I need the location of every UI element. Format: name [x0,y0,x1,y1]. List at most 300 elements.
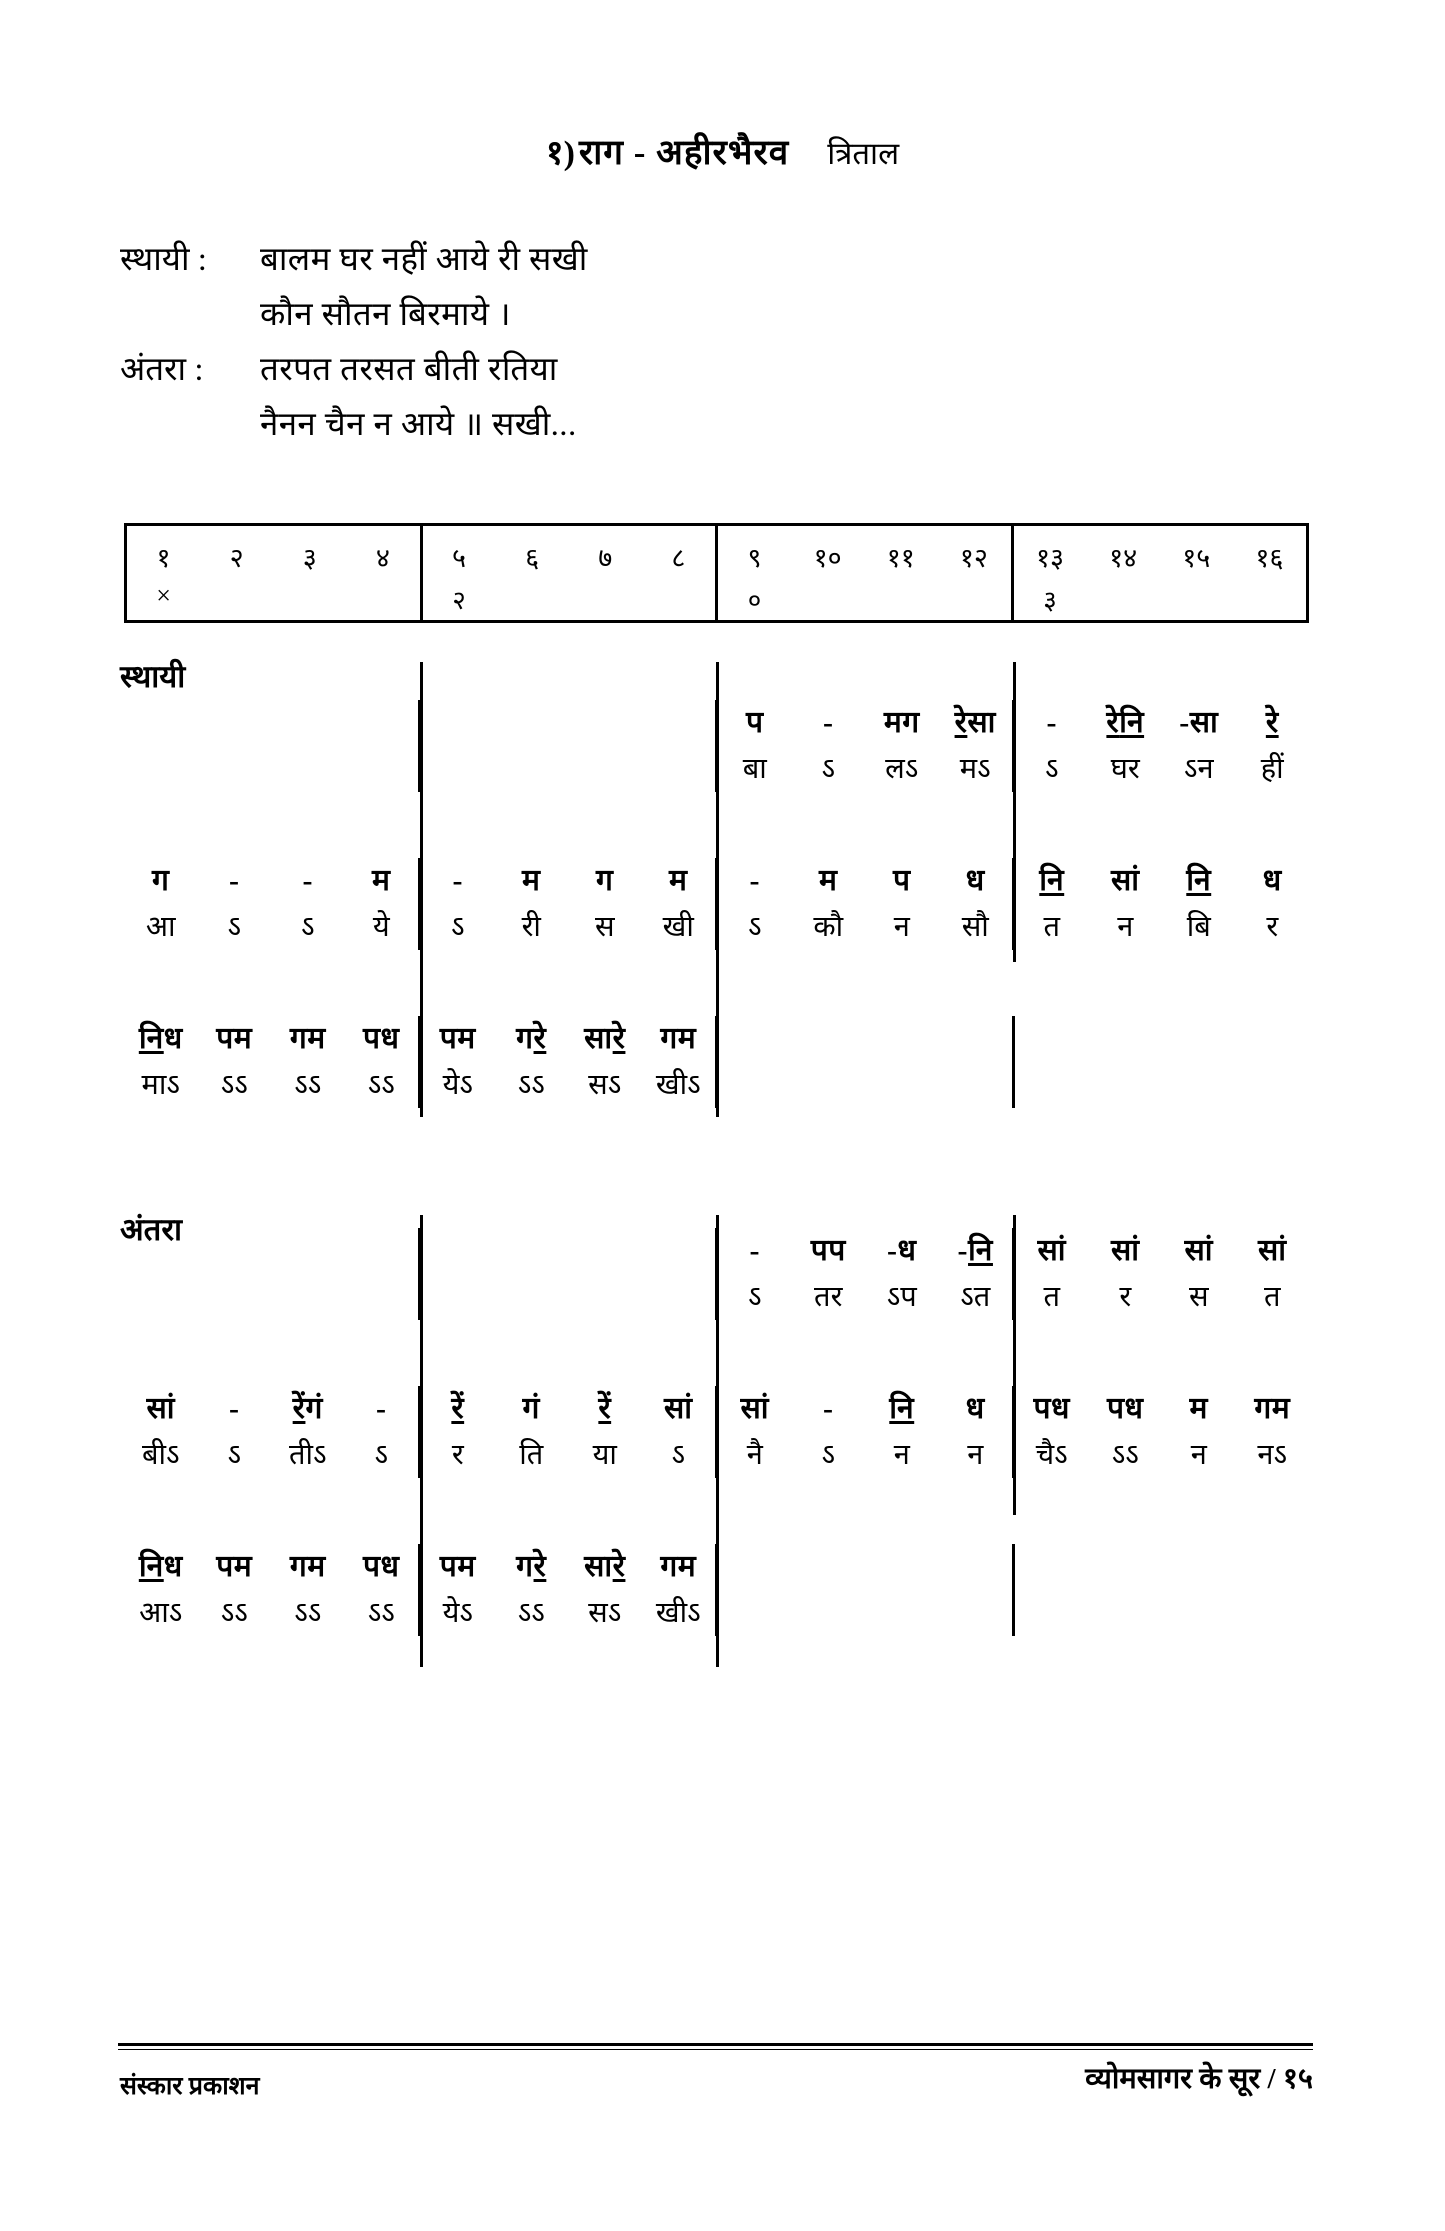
notation-cell [939,858,1013,950]
notation-cell [124,1016,198,1108]
sahitya: न [893,911,910,943]
sahitya [495,746,569,792]
notation-cell [1236,1386,1310,1478]
matra-group [420,526,716,620]
sahitya: घर [1110,753,1140,785]
komal-marker: रे [533,1022,547,1055]
sahitya [421,1274,495,1320]
notation-group [715,1016,1012,1108]
notation-group [418,1016,715,1108]
sahitya: या [592,1439,617,1471]
swara: - [376,1392,387,1425]
footer-divider [118,2043,1313,2046]
swara: पप [810,1234,846,1267]
swara: म [669,864,688,897]
matra-number: ७ [598,543,613,573]
section-divider [716,1215,719,1667]
swara: - [302,864,313,897]
swara: - [749,1234,760,1267]
notation-cell [271,1228,345,1320]
swara: गम [660,1022,697,1055]
swara [271,700,345,746]
notation-cell [642,700,716,792]
swara: सारे [584,1022,626,1055]
matra-cell [642,526,715,620]
sahitya: नै [746,1439,763,1471]
sahitya: लऽ [885,753,919,785]
sahitya: र [451,1439,464,1471]
swara [1236,1544,1310,1590]
swara: मग [883,706,920,739]
swara [1015,1016,1089,1062]
notation-cell [124,858,198,950]
title-tala: त्रिताल [827,136,900,171]
swara: रेंगं [292,1392,323,1425]
matra-number: ८ [671,543,686,573]
notation-group [124,1228,418,1320]
notation-group [124,1544,418,1636]
swara: निध [138,1550,183,1583]
swara [865,1016,939,1062]
notation-group [124,858,418,950]
komal-marker: नि [1119,706,1145,739]
komal-marker: रे [612,1550,626,1583]
notation-group [1012,1544,1309,1636]
matra-number: २ [229,543,244,573]
sahitya: ऽ [671,1439,686,1471]
swara: म [819,864,838,897]
swara: -ध [887,1234,917,1267]
notation-cell [345,1544,419,1636]
notation-cell [939,1544,1013,1636]
notation-group [715,700,1012,792]
sahitya: हीं [1260,753,1284,785]
komal-marker: रे [533,1550,547,1583]
swara [1089,1544,1163,1590]
swara [495,1228,569,1274]
swara [1089,1016,1163,1062]
notation-group [715,1228,1012,1320]
sahitya: ऽ [450,911,465,943]
notation-group [124,1386,418,1478]
matra-cell [569,526,642,620]
sahitya: बा [742,753,767,785]
sahitya: ऽ [374,1439,389,1471]
notation-cell [1236,700,1310,792]
notation-cell [495,1544,569,1636]
sahitya: ये [372,911,390,943]
notation-cell [271,1386,345,1478]
sahitya: र [1266,911,1279,943]
sahitya: त [1263,1281,1281,1313]
swara: - [229,864,240,897]
notation-group [418,1228,715,1320]
swara [1089,700,1163,746]
notation-cell [568,858,642,950]
sahitya: न [1190,1439,1207,1471]
sahitya: स [594,911,615,943]
swara: पध [363,1022,400,1055]
sahitya [792,1590,866,1636]
sahitya [345,1274,419,1320]
komal-marker: रे [1265,706,1279,739]
sahitya: खी [662,911,694,943]
swara: सां [146,1392,176,1425]
notation-cell [568,1228,642,1320]
swara: गरे [516,1022,547,1055]
swara: सां [1110,864,1140,897]
komal-marker: नि [138,1550,164,1583]
notation-cell [1015,1544,1089,1636]
matra-number: ४ [375,543,390,573]
notation-group [715,1386,1012,1478]
notation-cell [642,1386,716,1478]
komal-marker: नि [889,1392,915,1425]
sahitya: कौ [813,911,844,943]
sahitya [1089,1590,1163,1636]
swara [718,1544,792,1590]
swara [1015,1544,1089,1590]
komal-marker: रें [292,1392,306,1425]
swara [198,700,272,746]
notation-cell [271,1016,345,1108]
swara: सां [1184,1234,1214,1267]
sahitya [1162,1590,1236,1636]
swara [939,1016,1013,1062]
notation-cell [1162,1228,1236,1320]
matra-group [127,526,420,620]
sahitya [124,746,198,792]
swara: पध [1033,1392,1070,1425]
notation-group [124,1016,418,1108]
sahitya: र [1119,1281,1132,1313]
notation-group [418,700,715,792]
matra-cell [200,526,273,620]
footer-divider-thin [118,2049,1313,2050]
notation-cell [1015,858,1089,950]
swara: -नि [957,1234,993,1267]
komal-marker: नि [1039,864,1065,897]
notation-cell [198,1386,272,1478]
sahitya [568,746,642,792]
notation-cell [1089,1228,1163,1320]
sahitya: ऽऽ [220,1069,248,1101]
sahitya: ऽ [821,753,836,785]
sahitya: त [1043,1281,1061,1313]
notation-cell [271,858,345,950]
swara: - [823,1392,834,1425]
notation-cell [1015,1228,1089,1320]
notation-cell [1015,700,1089,792]
matra-number: ६ [525,543,540,573]
section-label-antara: अंतरा [120,1212,183,1247]
sahitya: सऽ [588,1069,622,1101]
notation-cell [642,1544,716,1636]
komal-marker: रें [451,1392,465,1425]
sahitya [718,1590,792,1636]
notation-cell [124,1544,198,1636]
komal-marker: रें [598,1392,612,1425]
notation-cell [1236,1228,1310,1320]
sahitya: ति [519,1439,544,1471]
notation-cell [124,1386,198,1478]
sahitya: न [893,1439,910,1471]
notation-cell [865,1228,939,1320]
sahitya [642,1274,716,1320]
swara: पम [216,1022,253,1055]
notation-cell [1162,1386,1236,1478]
swara: गरे [516,1550,547,1583]
sahitya [1015,1062,1089,1108]
sahitya: ऽऽ [294,1069,322,1101]
matra-cell [127,526,200,620]
sahitya [198,1274,272,1320]
swara [568,1386,642,1432]
swara: पम [439,1022,476,1055]
swara [124,700,198,746]
notation-cell [124,1228,198,1320]
swara: रेसा [954,706,996,739]
sahitya [271,746,345,792]
sahitya: तर [814,1281,843,1313]
swara: पध [363,1550,400,1583]
komal-marker: नि [138,1022,164,1055]
swara [421,1228,495,1274]
notation-cell [1089,1016,1163,1108]
sahitya: माऽ [141,1069,180,1101]
notation-cell [1089,700,1163,792]
swara: - [749,864,760,897]
swara [792,1016,866,1062]
sahitya [271,1274,345,1320]
title-raga: राग - अहीरभैरव [578,133,790,172]
section-divider [1013,1215,1016,1515]
komal-marker: रे [612,1022,626,1055]
notation-cell [865,1016,939,1108]
notation-cell [421,858,495,950]
lyric-label: अंतरा : [120,352,204,388]
notation-group [418,858,715,950]
sahitya: ऽ [747,911,762,943]
notation-cell [939,700,1013,792]
swara [1162,1544,1236,1590]
sahitya: ऽऽ [517,1069,545,1101]
notation-cell [792,1544,866,1636]
notation-cell [345,1016,419,1108]
swara [345,1228,419,1274]
swara: - [229,1392,240,1425]
lyric-text: नैनन चैन न आये ॥ सखी... [260,407,577,443]
page-title [0,128,1445,175]
swara [1236,700,1310,746]
sahitya: ऽऽ [367,1597,395,1629]
matra-number: १२ [959,543,988,573]
sahitya: ऽ [747,1281,762,1313]
notation-cell [495,700,569,792]
swara: सां [1110,1234,1140,1267]
komal-marker: रे [1106,706,1120,739]
swara [345,700,419,746]
swara [495,700,569,746]
notation-cell [1236,1544,1310,1636]
swara: गम [1254,1392,1291,1425]
matra-cell [864,526,937,620]
sahitya: ऽप [886,1281,917,1313]
notation-cell [865,1386,939,1478]
swara: प [745,706,764,739]
notation-cell [421,1544,495,1636]
notation-cell [865,700,939,792]
matra-symbol: × [156,581,171,610]
notation-group [1012,1228,1309,1320]
notation-cell [271,700,345,792]
matra-cell [423,526,496,620]
notation-cell [718,1544,792,1636]
notation-cell [198,1544,272,1636]
komal-marker: नि [1186,864,1212,897]
swara: ध [965,1392,985,1425]
sahitya [718,1062,792,1108]
swara: पध [1107,1392,1144,1425]
swara: गम [660,1550,697,1583]
notation-cell [642,1228,716,1320]
notation-group [1012,858,1309,950]
notation-cell [939,1386,1013,1478]
swara: -सा [1179,706,1219,739]
swara: निध [138,1022,183,1055]
matra-number: १४ [1109,543,1138,573]
notation-cell [642,858,716,950]
swara: ग [152,864,170,897]
matra-number: ९ [747,543,762,573]
matra-cell [1233,526,1306,620]
sahitya: ऽ [227,1439,242,1471]
sahitya: ऽऽ [1111,1439,1139,1471]
swara [1015,858,1089,904]
notation-cell [1089,858,1163,950]
swara [421,1386,495,1432]
sahitya [939,1062,1013,1108]
notation-cell [345,700,419,792]
sahitya [1015,1590,1089,1636]
notation-cell [345,1386,419,1478]
sahitya: ऽत [960,1281,991,1313]
matra-number: १० [813,543,842,573]
notation-cell [568,700,642,792]
notation-cell [718,700,792,792]
matra-number: १५ [1182,543,1211,573]
notation-group [715,858,1012,950]
notation-cell [421,1228,495,1320]
swara: पम [439,1550,476,1583]
sahitya [865,1590,939,1636]
sahitya: ऽऽ [220,1597,248,1629]
notation-group [1012,1016,1309,1108]
sahitya: खीऽ [655,1597,701,1629]
swara [1162,1016,1236,1062]
footer-publisher: संस्कार प्रकाशन [120,2073,260,2100]
lyric-label: स्थायी : [120,242,207,278]
notation-cell [718,1016,792,1108]
komal-marker: नि [968,1234,993,1267]
notation-cell [865,858,939,950]
swara: - [452,864,463,897]
lyric-text: तरपत तरसत बीती रतिया [260,352,558,388]
sahitya [495,1274,569,1320]
notation-cell [198,858,272,950]
matra-cell [496,526,569,620]
sahitya [939,1590,1013,1636]
sahitya: ऽ [227,911,242,943]
swara: गं [522,1392,540,1425]
lyric-line [120,345,920,400]
notation-cell [198,1228,272,1320]
sahitya: चैऽ [1035,1439,1068,1471]
sahitya [1089,1062,1163,1108]
sahitya: ऽऽ [517,1597,545,1629]
matra-cell [273,526,346,620]
sahitya: येऽ [442,1597,473,1629]
sahitya [1162,1062,1236,1108]
swara [865,1544,939,1590]
notation-cell [495,1016,569,1108]
sahitya [198,746,272,792]
sahitya: ऽ [821,1439,836,1471]
matra-symbol: ३ [1043,586,1057,615]
sahitya: री [521,911,541,943]
notation-group [715,1544,1012,1636]
matra-number: ३ [302,543,317,573]
notation-group [418,1386,715,1478]
notation-cell [1236,1016,1310,1108]
swara [198,1228,272,1274]
swara: सां [663,1392,693,1425]
matra-number: १३ [1036,543,1065,573]
sahitya [568,1274,642,1320]
notation-cell [421,1386,495,1478]
matra-symbol: ० [747,586,762,615]
sahitya: नऽ [1257,1439,1288,1471]
sahitya: तीऽ [288,1439,327,1471]
section-divider [1013,662,1016,962]
notation-cell [792,1016,866,1108]
sahitya: त [1043,911,1061,943]
notation-cell [865,1544,939,1636]
notation-cell [198,1016,272,1108]
notation-cell [1089,1544,1163,1636]
matra-cell [1087,526,1160,620]
notation-cell [568,1016,642,1108]
swara: पम [216,1550,253,1583]
lyric-line [120,290,920,345]
swara [271,1228,345,1274]
sahitya: खीऽ [655,1069,701,1101]
lyric-line [120,400,920,455]
sahitya: सौ [961,911,989,943]
sahitya [792,1062,866,1108]
notation-group [1012,700,1309,792]
notation-cell [495,858,569,950]
matra-group [715,526,1011,620]
sahitya: ऽऽ [367,1069,395,1101]
notation-cell [939,1016,1013,1108]
notation-cell [1015,1386,1089,1478]
swara: सां [1037,1234,1067,1267]
matra-number: १६ [1255,543,1284,573]
footer-book-page: व्योमसागर के सूर / १५ [1085,2063,1313,2095]
notation-cell [792,858,866,950]
matra-header-table [124,523,1309,623]
